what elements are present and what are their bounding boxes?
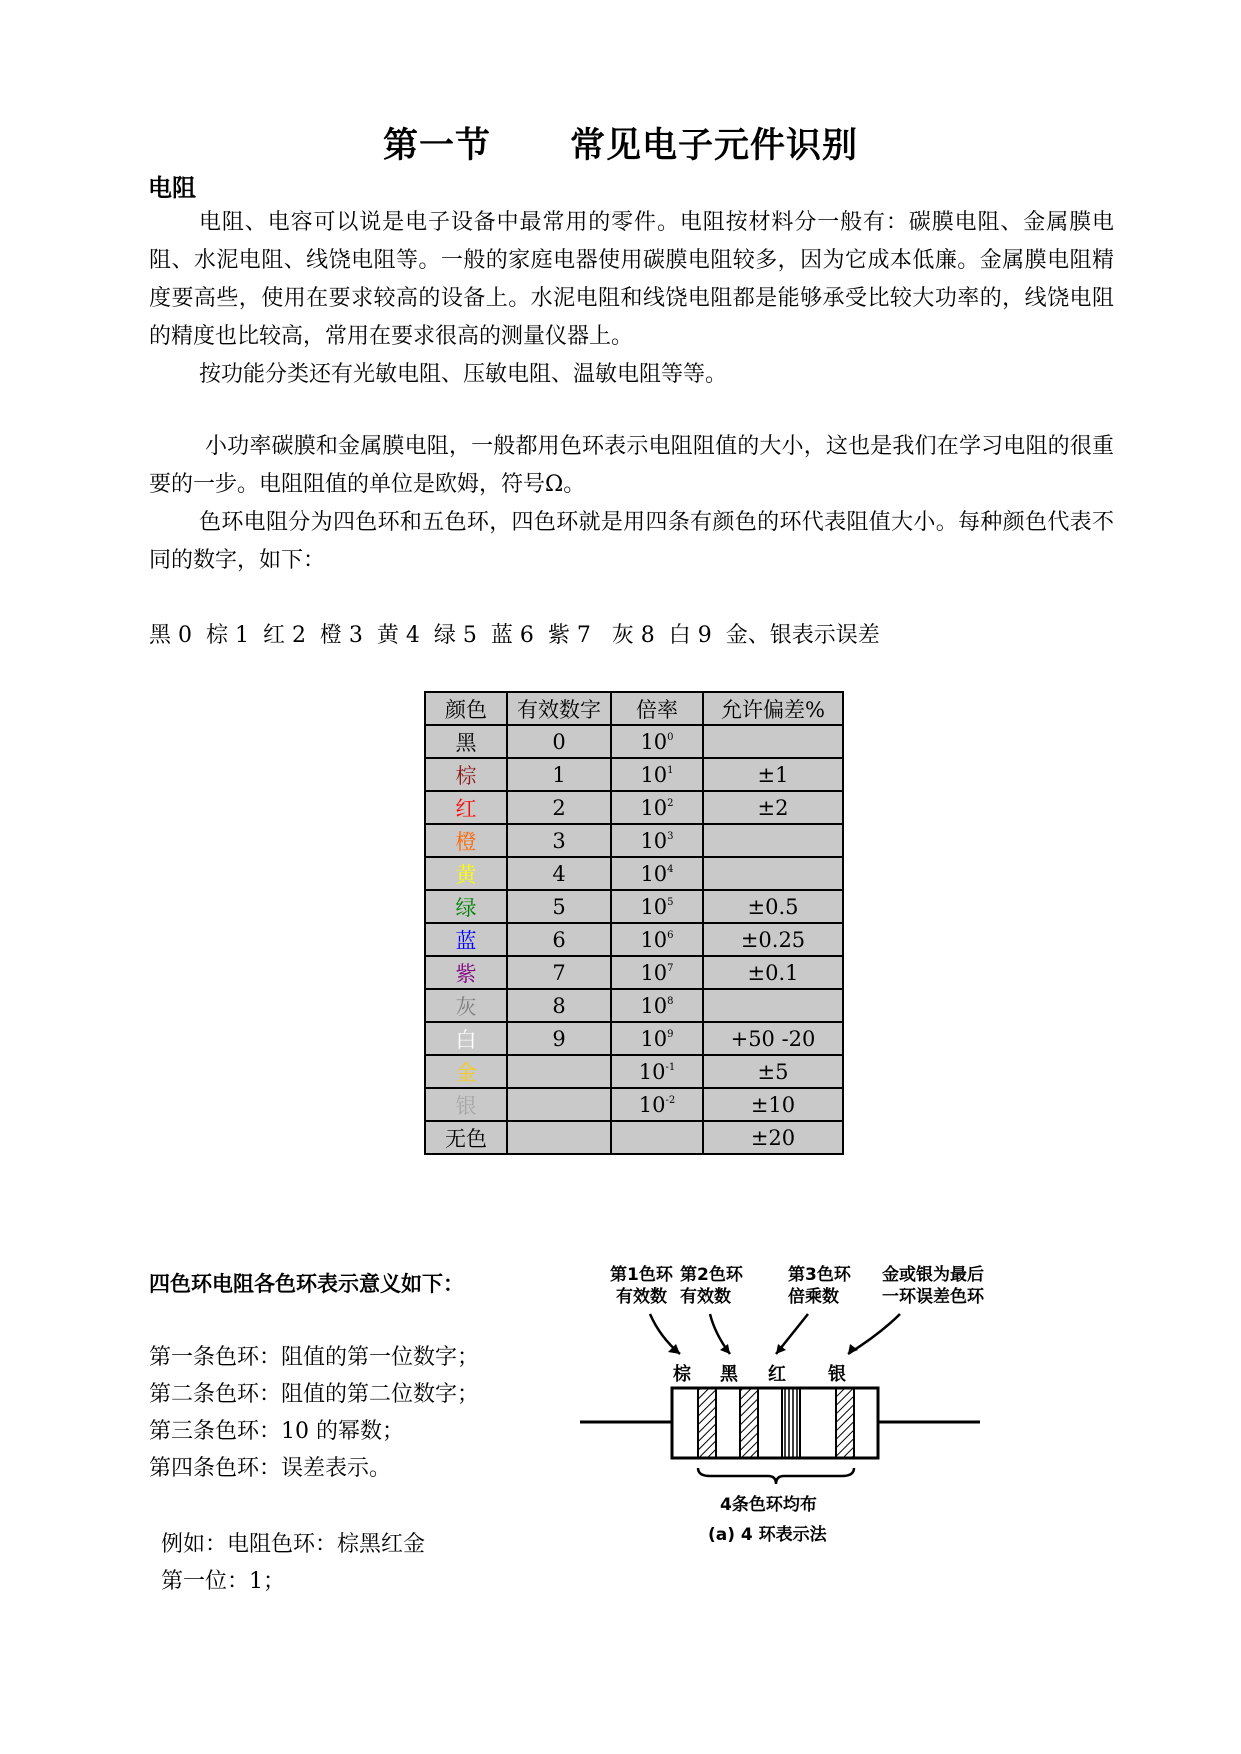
multiplier-exponent: 7 (667, 962, 674, 974)
band-name-4: 银 (828, 1364, 846, 1385)
tolerance-cell (703, 824, 843, 857)
digit-cell: 0 (507, 725, 611, 758)
tolerance-cell: +50 -20 (703, 1022, 843, 1055)
multiplier-exponent: 1 (667, 764, 674, 776)
color-code-table (424, 691, 844, 1155)
color-name-cell: 绿 (425, 890, 507, 923)
color-name-cell: 金 (425, 1055, 507, 1088)
header-digit: 有效数字 (507, 692, 611, 725)
multiplier-exponent: 4 (667, 863, 674, 875)
table-row (425, 923, 843, 956)
label-band2-line2: 有效数 (680, 1287, 731, 1307)
digit-cell: 9 (507, 1022, 611, 1055)
example-line: 例如：电阻色环：棕黑红金 (161, 1532, 426, 1557)
multiplier-exponent: 8 (667, 995, 674, 1007)
table-row (425, 890, 843, 923)
tolerance-cell: ±10 (703, 1088, 843, 1121)
tolerance-cell: ±0.5 (703, 890, 843, 923)
multiplier-cell (611, 1022, 703, 1055)
multiplier-base: 10 (638, 1059, 666, 1084)
band-paragraph: 色环电阻分为四色环和五色环，四色环就是用四条有颜色的环代表阻值大小。每种颜色代表不同的数字，如下： (149, 510, 1114, 573)
label-band4-line2: 一环误差色环 (882, 1287, 984, 1307)
multiplier-cell (611, 1121, 703, 1154)
digit-cell: 7 (507, 956, 611, 989)
tolerance-cell: ±5 (703, 1055, 843, 1088)
multiplier-cell (611, 890, 703, 923)
multiplier-cell (611, 758, 703, 791)
multiplier-base: 10 (640, 729, 668, 754)
band-meaning-3: 第三条色环：10 的幂数； (149, 1419, 404, 1444)
color-name-cell: 无色 (425, 1121, 507, 1154)
table-row (425, 1055, 843, 1088)
table-row (425, 1088, 843, 1121)
tolerance-cell (703, 989, 843, 1022)
multiplier-exponent: 2 (667, 797, 674, 809)
multiplier-cell (611, 1055, 703, 1088)
multiplier-base: 10 (640, 960, 668, 985)
label-band1-line1: 第1色环 (610, 1265, 673, 1285)
header-tolerance: 允许偏差% (703, 692, 843, 725)
band-stripe-4 (836, 1388, 854, 1458)
multiplier-base: 10 (640, 795, 668, 820)
table-row (425, 725, 843, 758)
first-digit-line: 第一位：1； (161, 1569, 285, 1594)
tolerance-cell (703, 725, 843, 758)
color-name-cell: 黄 (425, 857, 507, 890)
band-stripe-3 (782, 1388, 800, 1458)
color-name-cell: 橙 (425, 824, 507, 857)
multiplier-exponent: 0 (667, 731, 674, 743)
digit-cell: 8 (507, 989, 611, 1022)
multiplier-cell (611, 857, 703, 890)
tolerance-cell: ±0.1 (703, 956, 843, 989)
multiplier-base: 10 (640, 894, 668, 919)
unit-paragraph: 小功率碳膜和金属膜电阻，一般都用色环表示电阻阻值的大小，这也是我们在学习电阻的很重要的一步。电阻阻值的单位是欧姆，符号Ω。 (149, 434, 1114, 497)
tolerance-cell: ±0.25 (703, 923, 843, 956)
pointer-arrows (650, 1314, 900, 1354)
band-name-3: 红 (768, 1364, 786, 1385)
header-multiplier: 倍率 (611, 692, 703, 725)
digit-cell (507, 1055, 611, 1088)
band-meaning-4: 第四条色环：误差表示。 (149, 1456, 392, 1481)
multiplier-exponent: 5 (667, 896, 674, 908)
multiplier-base: 10 (640, 1026, 668, 1051)
digit-cell: 3 (507, 824, 611, 857)
multiplier-cell (611, 1088, 703, 1121)
multiplier-base: 10 (640, 927, 668, 952)
multiplier-exponent: 6 (667, 929, 674, 941)
digit-cell: 2 (507, 791, 611, 824)
resistor-band-diagram (580, 1262, 1020, 1542)
multiplier-base: 10 (640, 762, 668, 787)
table-row (425, 791, 843, 824)
color-name-cell: 蓝 (425, 923, 507, 956)
label-band2-line1: 第2色环 (680, 1265, 743, 1285)
multiplier-exponent: -2 (665, 1094, 676, 1106)
table-body (425, 725, 843, 1154)
band-meaning-1: 第一条色环：阻值的第一位数字； (149, 1345, 480, 1370)
color-name-cell: 紫 (425, 956, 507, 989)
diagram-caption: (a) 4 环表示法 (708, 1525, 827, 1542)
color-name-cell: 棕 (425, 758, 507, 791)
band-name-1: 棕 (673, 1364, 691, 1385)
table-row (425, 758, 843, 791)
multiplier-base: 10 (640, 828, 668, 853)
color-name-cell: 白 (425, 1022, 507, 1055)
band-bracket (698, 1468, 854, 1484)
table-row (425, 857, 843, 890)
multiplier-exponent: -1 (665, 1061, 676, 1073)
color-digit-line: 黑 0 棕 1 红 2 橙 3 黄 4 绿 5 蓝 6 紫 7 灰 8 白 9 金、银表示误差 (149, 623, 880, 648)
multiplier-cell (611, 956, 703, 989)
function-paragraph: 按功能分类还有光敏电阻、压敏电阻、温敏电阻等等。 (199, 362, 728, 387)
multiplier-exponent: 3 (667, 830, 674, 842)
digit-cell: 6 (507, 923, 611, 956)
label-band1-line2: 有效数 (616, 1287, 667, 1307)
multiplier-cell (611, 989, 703, 1022)
multiplier-cell (611, 824, 703, 857)
digit-cell (507, 1088, 611, 1121)
band-meaning-2: 第二条色环：阻值的第二位数字； (149, 1382, 480, 1407)
color-name-cell: 红 (425, 791, 507, 824)
digit-cell: 1 (507, 758, 611, 791)
table-header-row (425, 692, 843, 725)
label-band3-line1: 第3色环 (788, 1265, 851, 1285)
band-name-2: 黑 (720, 1364, 738, 1385)
tolerance-cell: ±20 (703, 1121, 843, 1154)
page-title: 第一节 常见电子元件识别 (382, 126, 859, 166)
table-row (425, 1022, 843, 1055)
digit-cell (507, 1121, 611, 1154)
table-row (425, 989, 843, 1022)
table-row (425, 956, 843, 989)
multiplier-cell (611, 923, 703, 956)
table-row (425, 1121, 843, 1154)
header-color: 颜色 (425, 692, 507, 725)
four-band-heading: 四色环电阻各色环表示意义如下： (149, 1272, 464, 1296)
band-stripe-1 (698, 1388, 716, 1458)
multiplier-base: 10 (640, 993, 668, 1018)
tolerance-cell (703, 857, 843, 890)
bracket-label: 4条色环均布 (720, 1495, 817, 1515)
tolerance-cell: ±2 (703, 791, 843, 824)
multiplier-cell (611, 725, 703, 758)
band-stripe-2 (740, 1388, 758, 1458)
multiplier-exponent: 9 (667, 1028, 674, 1040)
intro-paragraph: 电阻、电容可以说是电子设备中最常用的零件。电阻按材料分一般有：碳膜电阻、金属膜电阻、水泥电阻、线饶电阻等。一般的家庭电器使用碳膜电阻较多，因为它成本低廉。金属膜电阻精度要高些，使用在要求较高的设备上。水泥电阻和线饶电阻都是能够承受比较大功率的，线饶电阻的精度也比较高，常用在要求很高的测量仪器上。 (149, 210, 1114, 349)
color-name-cell: 银 (425, 1088, 507, 1121)
digit-cell: 5 (507, 890, 611, 923)
multiplier-cell (611, 791, 703, 824)
section-heading: 电阻 (148, 174, 196, 202)
color-name-cell: 黑 (425, 725, 507, 758)
tolerance-cell: ±1 (703, 758, 843, 791)
label-band4-line1: 金或银为最后 (882, 1265, 984, 1285)
digit-cell: 4 (507, 857, 611, 890)
label-band3-line2: 倍乘数 (788, 1287, 839, 1307)
multiplier-base: 10 (640, 861, 668, 886)
color-name-cell: 灰 (425, 989, 507, 1022)
table-row (425, 824, 843, 857)
arrow-heads (668, 1344, 858, 1354)
multiplier-base: 10 (638, 1092, 666, 1117)
